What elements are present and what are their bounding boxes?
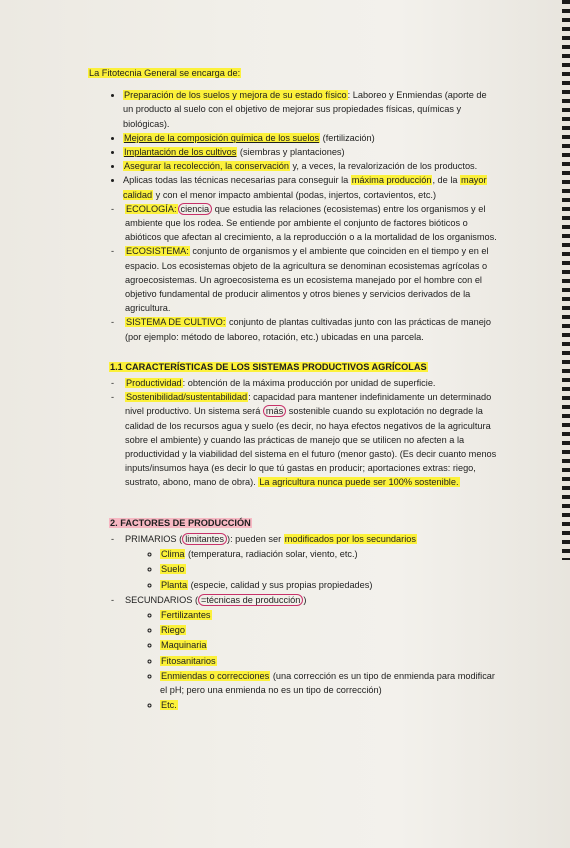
item-text: (fertilización) — [320, 132, 375, 143]
highlighted-text: Implantación de los cultivos — [124, 147, 237, 158]
highlighted-text: Etc. — [161, 700, 177, 711]
highlighted-text: Riego — [161, 625, 186, 636]
factor-item — [160, 562, 498, 576]
characteristic-text: : capacidad para mantener indefinidamente un determinado nivel productivo. Un sistema será — [125, 392, 492, 417]
definition-text: conjunto de plantas cultivadas junto con las prácticas de manejo (por ejemplo: método de laboreo, rotación, etc.) ubicadas en una parcela. — [125, 317, 491, 342]
secundarios-line: - SECUNDARIOS ( =técnicas de producción ) — [88, 593, 498, 607]
definition-term: SISTEMA DE CULTIVO: — [126, 317, 226, 328]
factor-text: (una corrección es un tipo de enmienda para modificar el pH; pero una enmienda no es un tipo de corrección) — [160, 670, 495, 695]
intro-text: La Fitotecnia General se encarga de: — [89, 68, 241, 78]
spiral-binding — [562, 0, 570, 560]
section-heading-1-1 — [88, 360, 498, 374]
highlighted-text: máxima producción — [351, 175, 432, 186]
circled-word: más — [263, 405, 286, 417]
factor-label: PRIMARIOS — [125, 533, 177, 544]
circled-word: =técnicas de producción — [198, 594, 303, 606]
list-item — [123, 145, 498, 159]
highlighted-text: La agricultura nunca puede ser 100% sostenible. — [259, 477, 459, 488]
list-item — [123, 88, 498, 131]
fitotecnia-list — [88, 88, 498, 202]
highlighted-text: Preparación de los suelos y mejora de su estado físico — [124, 90, 347, 101]
factor-text: : pueden ser — [230, 533, 284, 544]
factor-label: SECUNDARIOS — [125, 594, 193, 605]
highlighted-text: Mejora de la composición química de los suelos — [124, 132, 320, 143]
definition-term: ECOSISTEMA: — [126, 246, 189, 257]
characteristic-text: sostenible cuando su explotación no degrade la calidad de los recursos agua y suelo (es decir, no haya efectos negativos de la agricultura sobre el ambiente) y cuando las prácticas de manejo que se utilicen no afecten a la productividad y la viabilidad del sistema en el futuro (menor gasto). (Es decir cuanto menos inputs/insumos haya (es decir lo que tú gastas en producir; aportaciones extras: riego, sustrato, abono, mano de obra). — [125, 406, 497, 488]
highlighted-text: Fertilizantes — [161, 609, 211, 620]
highlighted-text: Enmiendas o correcciones — [161, 670, 270, 681]
primarios-list — [88, 547, 498, 592]
document-body — [88, 66, 498, 713]
section-heading-2 — [88, 516, 498, 530]
list-item — [123, 159, 498, 173]
intro-line — [88, 66, 498, 80]
primarios-line: - PRIMARIOS ( limitantes ): pueden ser modificados por los secundarios — [88, 532, 498, 546]
definition-item — [125, 244, 498, 315]
characteristic-item — [125, 376, 498, 390]
item-text: y, a veces, la revalorización de los productos. — [289, 161, 478, 172]
item-text: Aplicas todas las técnicas necesarias para conseguir la — [123, 175, 351, 186]
factor-text: (especie, calidad y sus propias propiedades) — [188, 579, 373, 590]
characteristic-term: Productividad — [126, 378, 182, 389]
section-heading-text: 2. FACTORES DE PRODUCCIÓN — [110, 517, 251, 528]
highlighted-text: Asegurar la recolección, la conservación — [124, 161, 289, 172]
section-heading-text: 1.1 CARACTERÍSTICAS DE LOS SISTEMAS PRODUCTIVOS AGRÍCOLAS — [110, 361, 427, 372]
definition-text: conjunto de organismos y el ambiente que coinciden en el tiempo y en el espacio. Los ecosistemas objeto de la agricultura se denominan ecosistemas agrícolas o agroecosistemas. Un agroecosistema es un ecosistema manejado por el hombre con el objetivo fundamental de producir alimentos y otros bienes y servicios derivados de la agricultura. — [125, 246, 489, 314]
factor-item — [160, 547, 498, 561]
definition-text: que estudia las relaciones (ecosistemas) entre los organismos y el ambiente que los rodea. Se entiende por ambiente el conjunto de factores bióticos o abióticos que afectan al crecimiento, a la reproducción o a la mortalidad de los organismos. — [125, 203, 497, 243]
factor-item — [160, 578, 498, 592]
highlighted-text: Clima — [161, 549, 185, 560]
factor-item — [160, 623, 498, 637]
list-item — [123, 173, 498, 201]
item-text: : Laboreo y Enmiendas (aporte de un producto al suelo con el objetivo de mejorar sus propiedades físicas, químicas y biológicas). — [123, 90, 487, 129]
item-text: , de la — [432, 175, 461, 186]
highlighted-text: Planta — [161, 579, 188, 590]
characteristic-text: : obtención de la máxima producción por unidad de superficie. — [182, 378, 436, 389]
factor-item — [160, 669, 498, 697]
factor-item — [160, 608, 498, 622]
item-text: (siembras y plantaciones) — [237, 147, 345, 158]
list-item — [123, 131, 498, 145]
highlighted-text: Maquinaria — [161, 640, 207, 651]
factor-text: (temperatura, radiación solar, viento, etc.) — [185, 549, 358, 560]
definition-term: ECOLOGÍA: — [126, 203, 177, 214]
characteristic-item — [125, 390, 498, 489]
secundarios-list — [88, 608, 498, 712]
circled-word: ciencia — [178, 203, 213, 215]
item-text: y con el menor impacto ambiental (podas, injertos, cortavientos, etc.) — [153, 189, 437, 200]
highlighted-text: Suelo — [161, 564, 185, 575]
highlighted-text: Fitosanitarios — [161, 655, 216, 666]
factor-item — [160, 638, 498, 652]
circled-word: limitantes — [182, 533, 227, 545]
factor-item — [160, 698, 498, 712]
definition-item — [125, 202, 498, 245]
characteristics-list — [88, 376, 498, 490]
characteristic-term: Sostenibilidad/sustentabilidad — [126, 392, 248, 403]
highlighted-text: modificados por los secundarios — [284, 533, 416, 544]
definitions-list — [88, 202, 498, 344]
definition-item — [125, 315, 498, 343]
factor-item — [160, 654, 498, 668]
highlighted-text: mayor calidad — [123, 175, 487, 200]
